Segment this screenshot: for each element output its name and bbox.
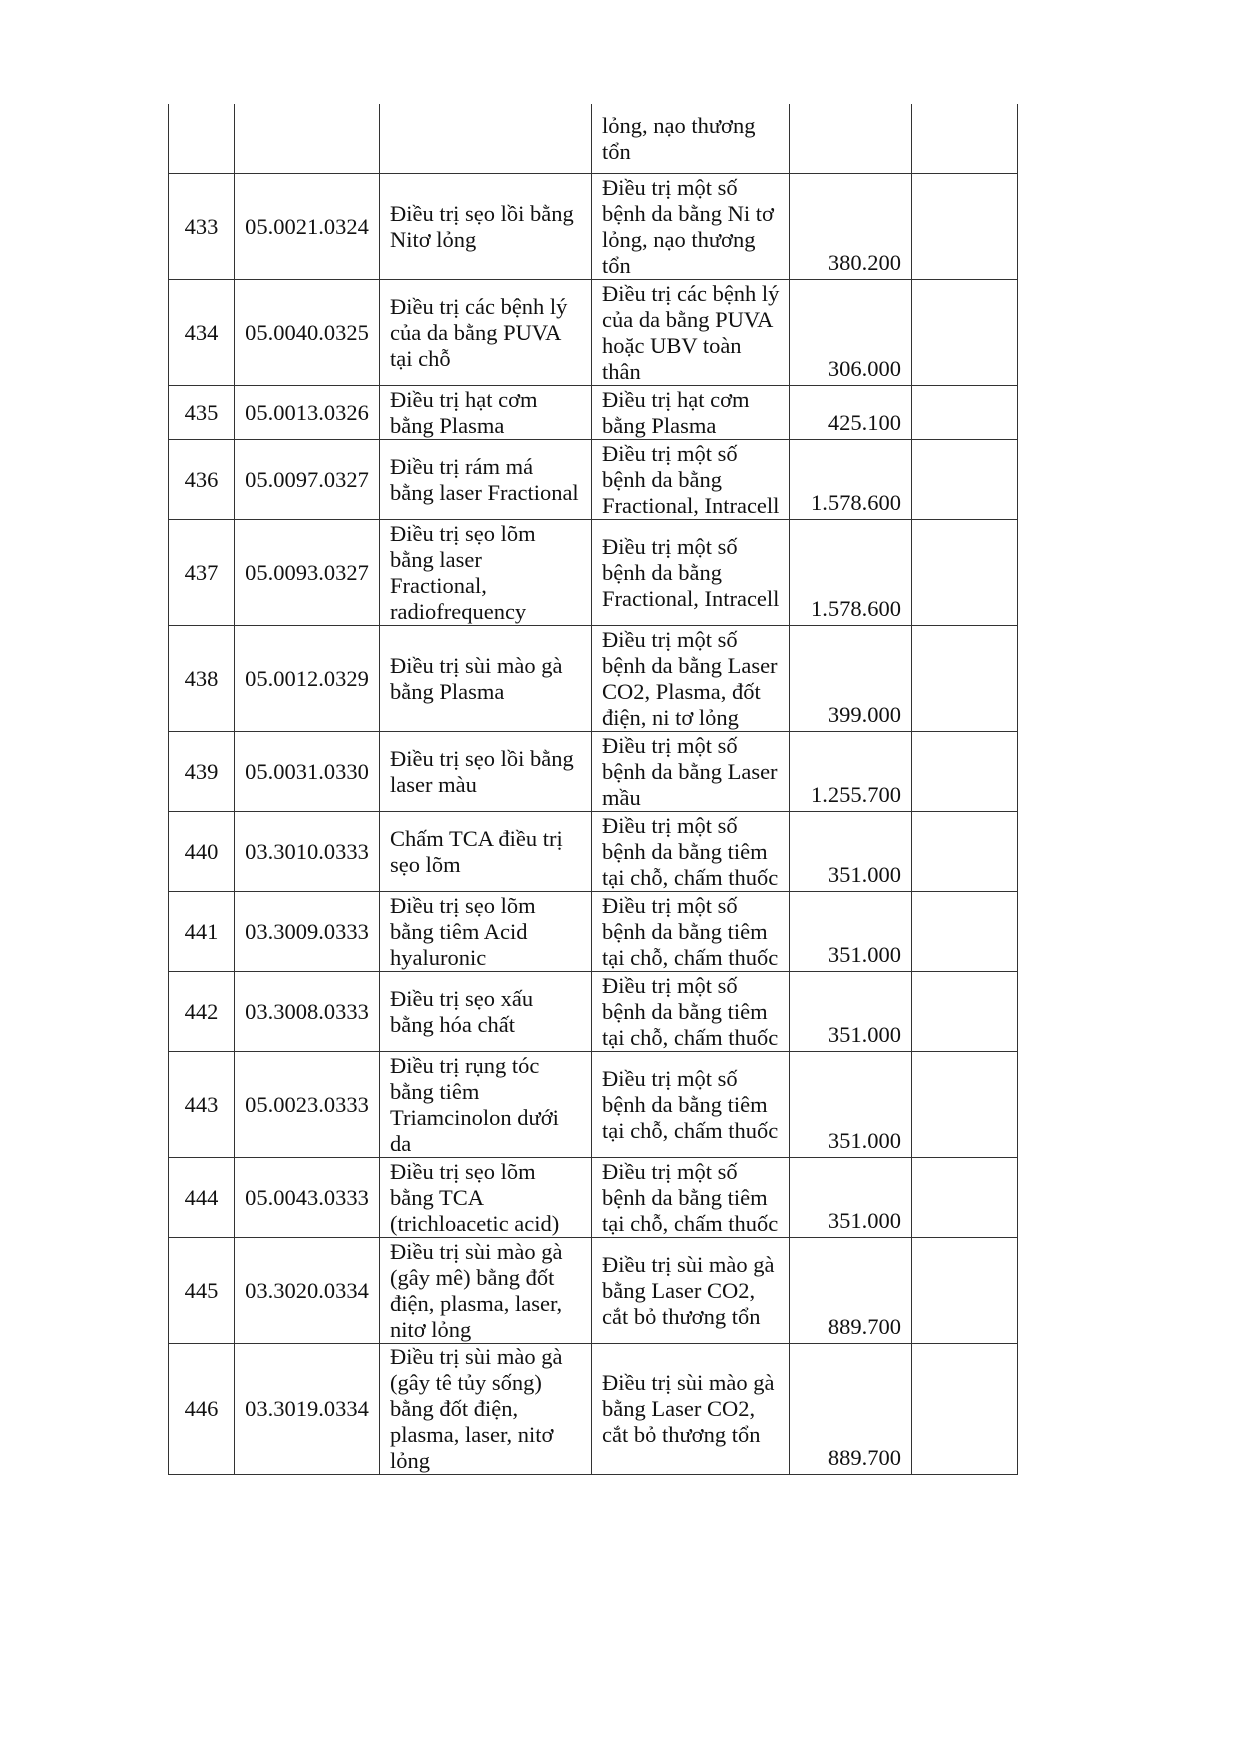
cell-description bbox=[592, 972, 790, 1052]
cell-note bbox=[912, 812, 1018, 892]
cell-name-line: hyaluronic bbox=[390, 944, 487, 970]
cell-note bbox=[912, 440, 1018, 520]
cell-code: 05.0040.0325 bbox=[235, 280, 380, 386]
cell-note bbox=[912, 520, 1018, 626]
cell-name-line: bằng đốt điện, bbox=[390, 1396, 519, 1421]
cell-name-line: Chấm TCA điều trị bbox=[390, 825, 563, 851]
cell-description-line: điện, ni tơ lỏng bbox=[602, 704, 739, 730]
cell-name-line: bằng laser Fractional bbox=[390, 479, 579, 505]
cell-description-line: thân bbox=[602, 358, 641, 384]
cell-name-line: da bbox=[390, 1130, 412, 1156]
cell-name bbox=[380, 174, 592, 280]
cell-stt: 435 bbox=[169, 386, 235, 440]
cell-note bbox=[912, 386, 1018, 440]
cell-name-line: bằng laser bbox=[390, 546, 482, 572]
cell-name bbox=[380, 732, 592, 812]
cell-code: 05.0012.0329 bbox=[235, 626, 380, 732]
cell-description-line: tại chỗ, chấm thuốc bbox=[602, 1117, 779, 1143]
cell-description-line: bệnh da bằng Laser bbox=[602, 652, 778, 678]
cell-price: 889.700 bbox=[790, 1344, 912, 1475]
cell-price: 425.100 bbox=[790, 386, 912, 440]
cell-name-line: plasma, laser, nitơ bbox=[390, 1422, 554, 1447]
cell-name-line: lỏng bbox=[390, 1448, 431, 1473]
cell-code: 05.0021.0324 bbox=[235, 174, 380, 280]
cell-description-line: Điều trị một số bbox=[602, 626, 738, 652]
cell-name-line: bằng tiêm Acid bbox=[390, 918, 528, 944]
cell-description bbox=[592, 1052, 790, 1158]
cell-description-line: bệnh da bằng tiêm bbox=[602, 838, 768, 864]
cell-description-line: Điều trị sùi mào gà bbox=[602, 1370, 775, 1395]
cell-price: 1.578.600 bbox=[790, 440, 912, 520]
table-row bbox=[169, 104, 1018, 174]
cell-note bbox=[912, 732, 1018, 812]
cell-name-line: Điều trị sùi mào gà bbox=[390, 1238, 563, 1264]
cell-description-line: lỏng, nạo thương bbox=[602, 226, 756, 252]
cell-description bbox=[592, 1238, 790, 1344]
cell-stt: 441 bbox=[169, 892, 235, 972]
cell-stt: 444 bbox=[169, 1158, 235, 1238]
cell-description-line: bệnh da bằng Ni tơ bbox=[602, 200, 774, 226]
cell-description-line: bằng Laser CO2, bbox=[602, 1277, 756, 1303]
cell-name-line: Điều trị sẹo xấu bbox=[390, 985, 534, 1011]
cell-name bbox=[380, 440, 592, 520]
cell-note bbox=[912, 972, 1018, 1052]
cell-price: 1.578.600 bbox=[790, 520, 912, 626]
cell-description-line: bằng Laser CO2, bbox=[602, 1396, 756, 1421]
cell-description-line: tổn bbox=[602, 139, 631, 164]
cell-name-line: bằng Plasma bbox=[390, 678, 505, 704]
cell-code: 03.3020.0334 bbox=[235, 1238, 380, 1344]
table-row bbox=[169, 892, 1018, 972]
cell-name-line: (gây mê) bằng đốt bbox=[390, 1264, 555, 1290]
cell-description-line: bằng Plasma bbox=[602, 412, 717, 438]
cell-description-line: tại chỗ, chấm thuốc bbox=[602, 864, 779, 890]
cell-description bbox=[592, 1158, 790, 1238]
cell-name-line: Điều trị sẹo lõm bbox=[390, 520, 536, 546]
cell-stt: 437 bbox=[169, 520, 235, 626]
table-row bbox=[169, 174, 1018, 280]
cell-description-line: tổn bbox=[602, 252, 631, 278]
cell-description-line: bệnh da bằng bbox=[602, 466, 722, 492]
table-row bbox=[169, 440, 1018, 520]
cell-price: 889.700 bbox=[790, 1238, 912, 1344]
cell-description-line: bệnh da bằng tiêm bbox=[602, 1184, 768, 1210]
cell-description-line: Điều trị một số bbox=[602, 812, 738, 838]
cell-name-line: (gây tê tủy sống) bbox=[390, 1370, 542, 1395]
cell-name bbox=[380, 1344, 592, 1475]
cell-note bbox=[912, 1238, 1018, 1344]
cell-note bbox=[912, 892, 1018, 972]
cell-code: 03.3009.0333 bbox=[235, 892, 380, 972]
cell-price bbox=[790, 104, 912, 174]
cell-name-line: sẹo lõm bbox=[390, 851, 461, 877]
cell-code: 05.0043.0333 bbox=[235, 1158, 380, 1238]
cell-note bbox=[912, 626, 1018, 732]
cell-name-line: Điều trị sẹo lồi bằng bbox=[390, 745, 574, 771]
price-table bbox=[168, 104, 1018, 1475]
cell-price: 1.255.700 bbox=[790, 732, 912, 812]
cell-stt: 434 bbox=[169, 280, 235, 386]
cell-name-line: bằng TCA bbox=[390, 1184, 484, 1210]
cell-description-line: bệnh da bằng tiêm bbox=[602, 918, 768, 944]
cell-name-line: radiofrequency bbox=[390, 598, 527, 624]
cell-code: 03.3010.0333 bbox=[235, 812, 380, 892]
cell-name-line: Điều trị hạt cơm bbox=[390, 386, 538, 412]
cell-description-line: hoặc UBV toàn bbox=[602, 332, 742, 358]
cell-name-line: Triamcinolon dưới bbox=[390, 1104, 559, 1130]
cell-description-line: mầu bbox=[602, 784, 641, 810]
cell-stt: 445 bbox=[169, 1238, 235, 1344]
cell-stt bbox=[169, 104, 235, 174]
table-row bbox=[169, 1238, 1018, 1344]
cell-name-line: Điều trị sẹo lõm bbox=[390, 1158, 536, 1184]
cell-name-line: bằng hóa chất bbox=[390, 1011, 515, 1037]
cell-name-line: Điều trị rám má bbox=[390, 453, 534, 479]
table-row bbox=[169, 386, 1018, 440]
cell-description-line: Điều trị hạt cơm bbox=[602, 386, 750, 412]
cell-description-line: tại chỗ, chấm thuốc bbox=[602, 1024, 779, 1050]
cell-name-line: (trichloacetic acid) bbox=[390, 1210, 560, 1236]
cell-description-line: Điều trị một số bbox=[602, 174, 738, 200]
cell-price: 351.000 bbox=[790, 1158, 912, 1238]
cell-description bbox=[592, 174, 790, 280]
cell-name-line: bằng Plasma bbox=[390, 412, 505, 438]
cell-name-line: Nitơ lỏng bbox=[390, 226, 477, 252]
cell-stt: 440 bbox=[169, 812, 235, 892]
table-row bbox=[169, 520, 1018, 626]
cell-description bbox=[592, 280, 790, 386]
cell-description-line: của da bằng PUVA bbox=[602, 306, 774, 332]
cell-description bbox=[592, 732, 790, 812]
cell-stt: 438 bbox=[169, 626, 235, 732]
cell-name bbox=[380, 520, 592, 626]
table-row bbox=[169, 732, 1018, 812]
table-row bbox=[169, 1052, 1018, 1158]
cell-description-line: Điều trị một số bbox=[602, 533, 738, 559]
cell-description-line: Điều trị các bệnh lý bbox=[602, 280, 780, 306]
cell-description-line: bệnh da bằng Laser bbox=[602, 758, 778, 784]
table-row bbox=[169, 812, 1018, 892]
cell-description-line: cắt bỏ thương tổn bbox=[602, 1303, 761, 1329]
cell-description-line: Điều trị một số bbox=[602, 732, 738, 758]
cell-name bbox=[380, 386, 592, 440]
cell-name-line: tại chỗ bbox=[390, 345, 451, 371]
cell-code bbox=[235, 104, 380, 174]
cell-stt: 433 bbox=[169, 174, 235, 280]
cell-name bbox=[380, 104, 592, 174]
cell-description-line: Fractional, Intracell bbox=[602, 492, 780, 518]
cell-description-line: Điều trị một số bbox=[602, 972, 738, 998]
table-row bbox=[169, 626, 1018, 732]
cell-note bbox=[912, 104, 1018, 174]
cell-name bbox=[380, 892, 592, 972]
cell-description-line: Điều trị sùi mào gà bbox=[602, 1251, 775, 1277]
cell-price: 351.000 bbox=[790, 892, 912, 972]
cell-description-line: Điều trị một số bbox=[602, 1065, 738, 1091]
table-row bbox=[169, 972, 1018, 1052]
cell-description bbox=[592, 104, 790, 174]
cell-description bbox=[592, 440, 790, 520]
cell-name bbox=[380, 812, 592, 892]
cell-name bbox=[380, 280, 592, 386]
cell-price: 380.200 bbox=[790, 174, 912, 280]
cell-price: 399.000 bbox=[790, 626, 912, 732]
cell-name-line: Điều trị rụng tóc bbox=[390, 1052, 540, 1078]
cell-description-line: Điều trị một số bbox=[602, 892, 738, 918]
cell-name-line: của da bằng PUVA bbox=[390, 319, 562, 345]
cell-code: 05.0097.0327 bbox=[235, 440, 380, 520]
cell-description-line: Điều trị một số bbox=[602, 440, 738, 466]
cell-code: 05.0023.0333 bbox=[235, 1052, 380, 1158]
cell-price: 306.000 bbox=[790, 280, 912, 386]
cell-code: 03.3019.0334 bbox=[235, 1344, 380, 1475]
cell-note bbox=[912, 1158, 1018, 1238]
cell-name bbox=[380, 626, 592, 732]
cell-description bbox=[592, 626, 790, 732]
cell-price: 351.000 bbox=[790, 1052, 912, 1158]
cell-description bbox=[592, 812, 790, 892]
cell-name bbox=[380, 1158, 592, 1238]
cell-code: 05.0013.0326 bbox=[235, 386, 380, 440]
cell-note bbox=[912, 1344, 1018, 1475]
table-row bbox=[169, 280, 1018, 386]
cell-stt: 443 bbox=[169, 1052, 235, 1158]
cell-description-line: bệnh da bằng tiêm bbox=[602, 1091, 768, 1117]
cell-description-line: tại chỗ, chấm thuốc bbox=[602, 944, 779, 970]
cell-name bbox=[380, 1238, 592, 1344]
cell-name-line: Điều trị sẹo lồi bằng bbox=[390, 200, 574, 226]
cell-price: 351.000 bbox=[790, 812, 912, 892]
cell-name bbox=[380, 1052, 592, 1158]
cell-name-line: laser màu bbox=[390, 771, 477, 797]
table-body bbox=[169, 104, 1018, 1475]
cell-name-line: bằng tiêm bbox=[390, 1078, 480, 1104]
cell-note bbox=[912, 174, 1018, 280]
cell-description bbox=[592, 1344, 790, 1475]
cell-description-line: CO2, Plasma, đốt bbox=[602, 678, 761, 704]
cell-stt: 436 bbox=[169, 440, 235, 520]
cell-description bbox=[592, 892, 790, 972]
cell-code: 03.3008.0333 bbox=[235, 972, 380, 1052]
cell-description bbox=[592, 386, 790, 440]
cell-description-line: cắt bỏ thương tổn bbox=[602, 1422, 761, 1447]
cell-description-line: Fractional, Intracell bbox=[602, 585, 780, 611]
cell-description-line: bệnh da bằng tiêm bbox=[602, 998, 768, 1024]
cell-name-line: Điều trị sùi mào gà bbox=[390, 652, 563, 678]
cell-description bbox=[592, 520, 790, 626]
cell-price: 351.000 bbox=[790, 972, 912, 1052]
cell-note bbox=[912, 280, 1018, 386]
cell-name bbox=[380, 972, 592, 1052]
cell-stt: 446 bbox=[169, 1344, 235, 1475]
cell-code: 05.0093.0327 bbox=[235, 520, 380, 626]
cell-name-line: nitơ lỏng bbox=[390, 1316, 472, 1342]
cell-code: 05.0031.0330 bbox=[235, 732, 380, 812]
cell-description-line: bệnh da bằng bbox=[602, 559, 722, 585]
cell-name-line: Điều trị sùi mào gà bbox=[390, 1344, 563, 1369]
cell-stt: 442 bbox=[169, 972, 235, 1052]
cell-note bbox=[912, 1052, 1018, 1158]
cell-name-line: điện, plasma, laser, bbox=[390, 1290, 563, 1316]
cell-description-line: lỏng, nạo thương bbox=[602, 113, 756, 138]
table-row bbox=[169, 1344, 1018, 1475]
cell-name-line: Fractional, bbox=[390, 572, 487, 598]
cell-stt: 439 bbox=[169, 732, 235, 812]
cell-name-line: Điều trị sẹo lõm bbox=[390, 892, 536, 918]
cell-name-line: Điều trị các bệnh lý bbox=[390, 293, 568, 319]
table-row bbox=[169, 1158, 1018, 1238]
cell-description-line: Điều trị một số bbox=[602, 1158, 738, 1184]
cell-description-line: tại chỗ, chấm thuốc bbox=[602, 1210, 779, 1236]
